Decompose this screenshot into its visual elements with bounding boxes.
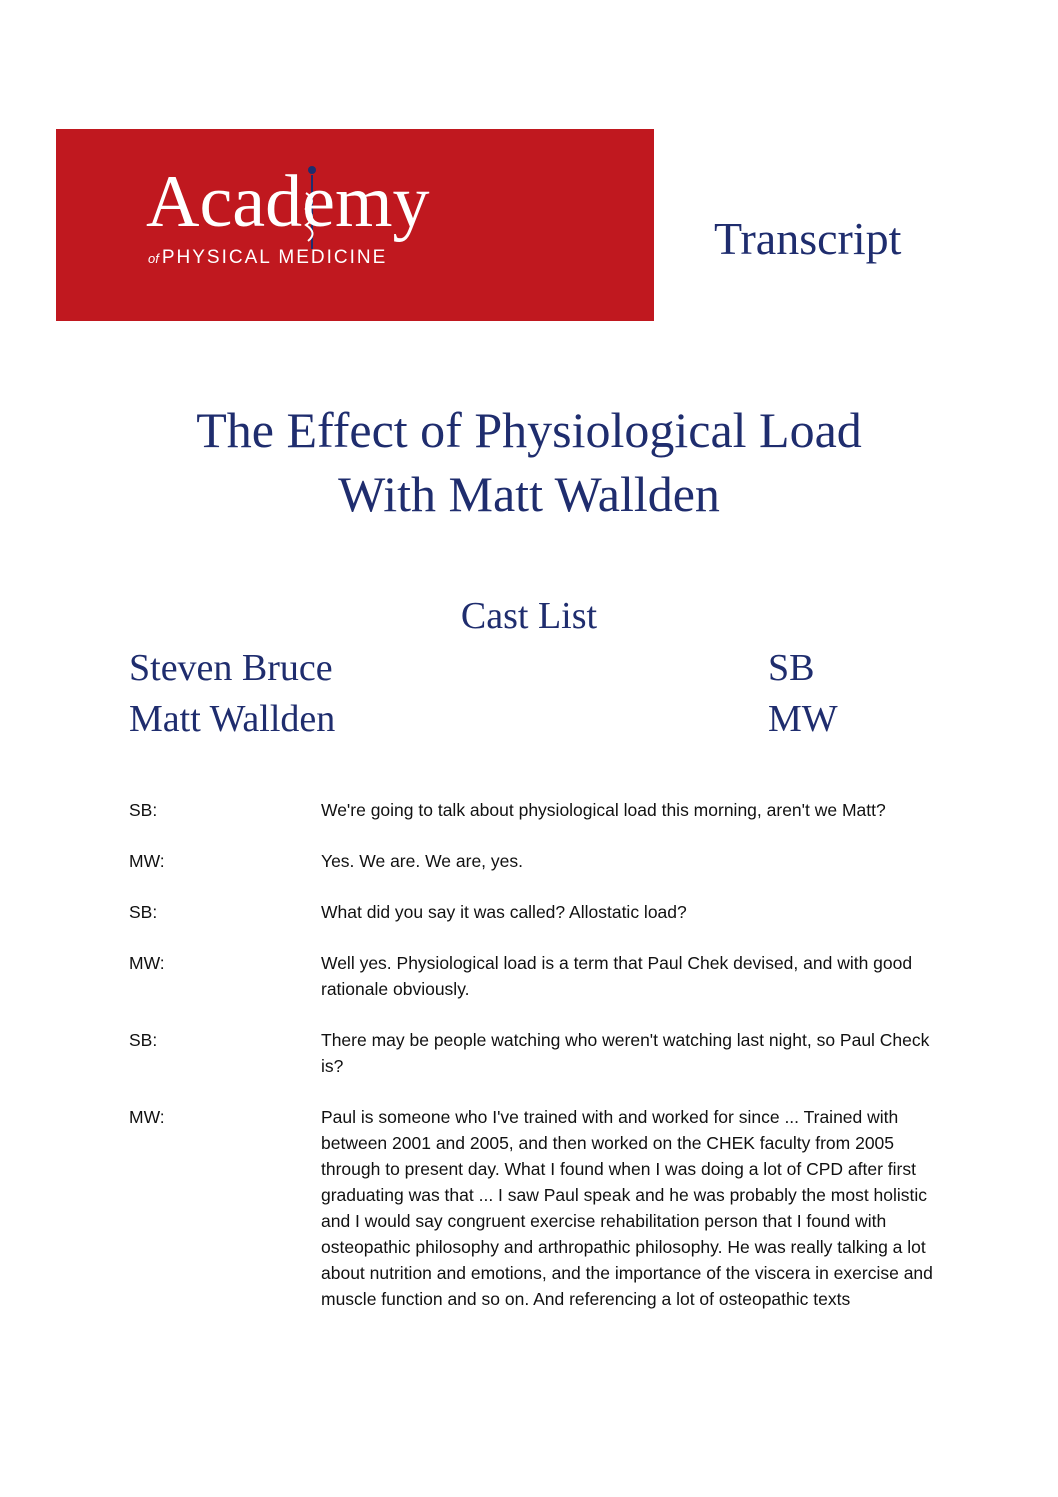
dialogue-turn bbox=[129, 797, 934, 823]
speaker-label: MW: bbox=[129, 851, 165, 871]
logo-subtitle-text: PHYSICAL MEDICINE bbox=[161, 247, 388, 268]
page-title-line-2: With Matt Wallden bbox=[338, 466, 720, 522]
dialogue-turn bbox=[129, 899, 934, 925]
logo-of: of bbox=[148, 251, 159, 266]
speech-text: There may be people watching who weren't watching last night, so Paul Check is? bbox=[321, 1030, 930, 1076]
dialogue-turn bbox=[129, 848, 934, 874]
speech-text: What did you say it was called? Allostatic load? bbox=[321, 902, 687, 922]
cast-member-code: SB bbox=[768, 647, 815, 689]
speaker-label: MW: bbox=[129, 1107, 165, 1127]
speech-text: Paul is someone who I've trained with and worked for since ... Trained with between 2001 and 2005, and then worked on the CHEK faculty from 2005 through to present day. What I found when I was doing a lot of CPD after first graduating was that ... I saw Paul speak and he was probably the most holistic and I would say congruent exercise rehabilitation person that I found with osteopathic philosophy and arthropathic philosophy. He was really talking a lot about nutrition and emotions, and the importance of the viscera in exercise and muscle function and so on. And referencing a lot of osteopathic texts bbox=[321, 1107, 933, 1309]
speech-text: Yes. We are. We are, yes. bbox=[321, 851, 523, 871]
speaker-label: SB: bbox=[129, 902, 158, 922]
cast-member-code: MW bbox=[768, 698, 838, 740]
transcript-dialogue bbox=[129, 797, 934, 1337]
page-title-line-1: The Effect of Physiological Load bbox=[196, 402, 862, 458]
speech-text: Well yes. Physiological load is a term that Paul Chek devised, and with good rationale obviously. bbox=[321, 953, 913, 999]
cast-member-name: Matt Wallden bbox=[129, 698, 336, 740]
speech-text: We're going to talk about physiological load this morning, aren't we Matt? bbox=[321, 800, 886, 820]
document-type-label: Transcript bbox=[714, 213, 902, 264]
logo-wordmark: Academy bbox=[146, 161, 430, 243]
speaker-label: SB: bbox=[129, 1030, 158, 1050]
logo-banner bbox=[56, 129, 654, 321]
cast-list-heading: Cast List bbox=[460, 595, 598, 637]
dialogue-turn bbox=[129, 1027, 934, 1079]
dialogue-turn bbox=[129, 1104, 934, 1312]
speaker-label: SB: bbox=[129, 800, 158, 820]
dialogue-turn bbox=[129, 950, 934, 1002]
speaker-label: MW: bbox=[129, 953, 165, 973]
cast-member-name: Steven Bruce bbox=[129, 647, 333, 689]
logo-subtitle bbox=[148, 247, 387, 269]
